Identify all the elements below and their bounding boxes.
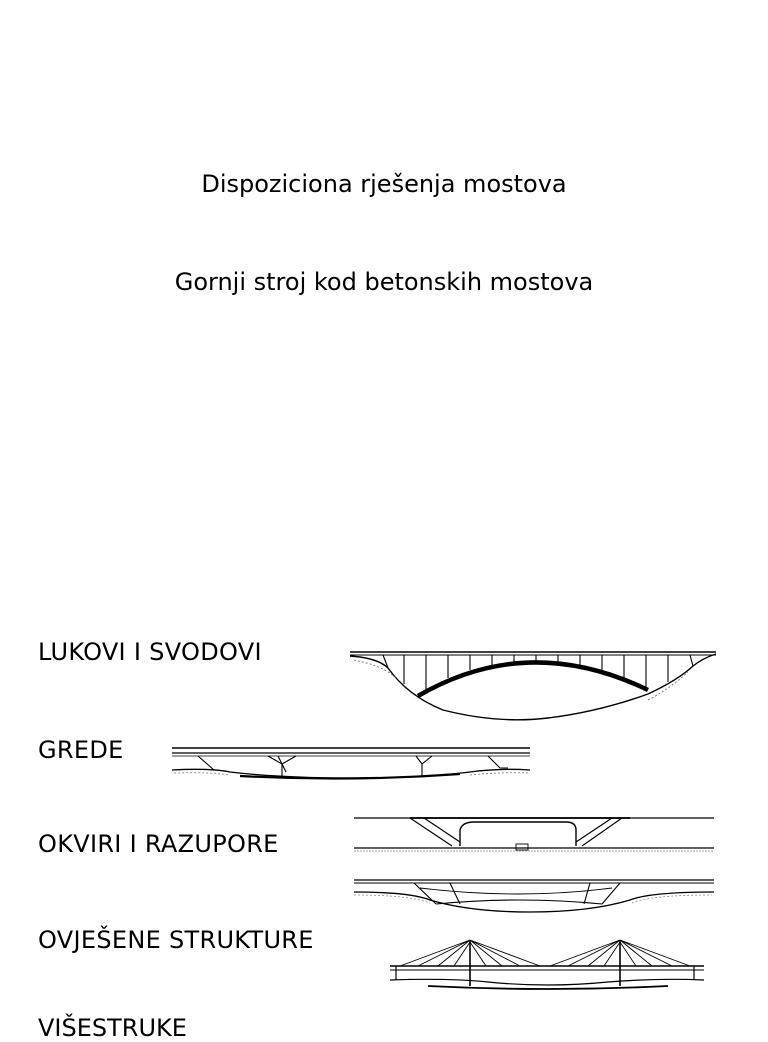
label-frames-struts: OKVIRI I RAZUPORE [38, 830, 279, 858]
cut-off-label: VIŠESTRUKE [38, 1014, 187, 1042]
label-beams: GREDE [38, 736, 124, 764]
beam-bridge-drawing [170, 742, 532, 784]
cable-stayed-bridge-drawing [388, 936, 706, 994]
label-arches: LUKOVI I SVODOVI [38, 638, 262, 666]
slide-subtitle: Gornji stroj kod betonskih mostova [174, 268, 594, 296]
frame-strut-bridge-drawings [350, 808, 718, 920]
slide-title: Dispoziciona rješenja mostova [201, 170, 567, 198]
arch-bridge-drawing [348, 644, 720, 726]
label-suspended-structures: OVJEŠENE STRUKTURE [38, 926, 314, 954]
